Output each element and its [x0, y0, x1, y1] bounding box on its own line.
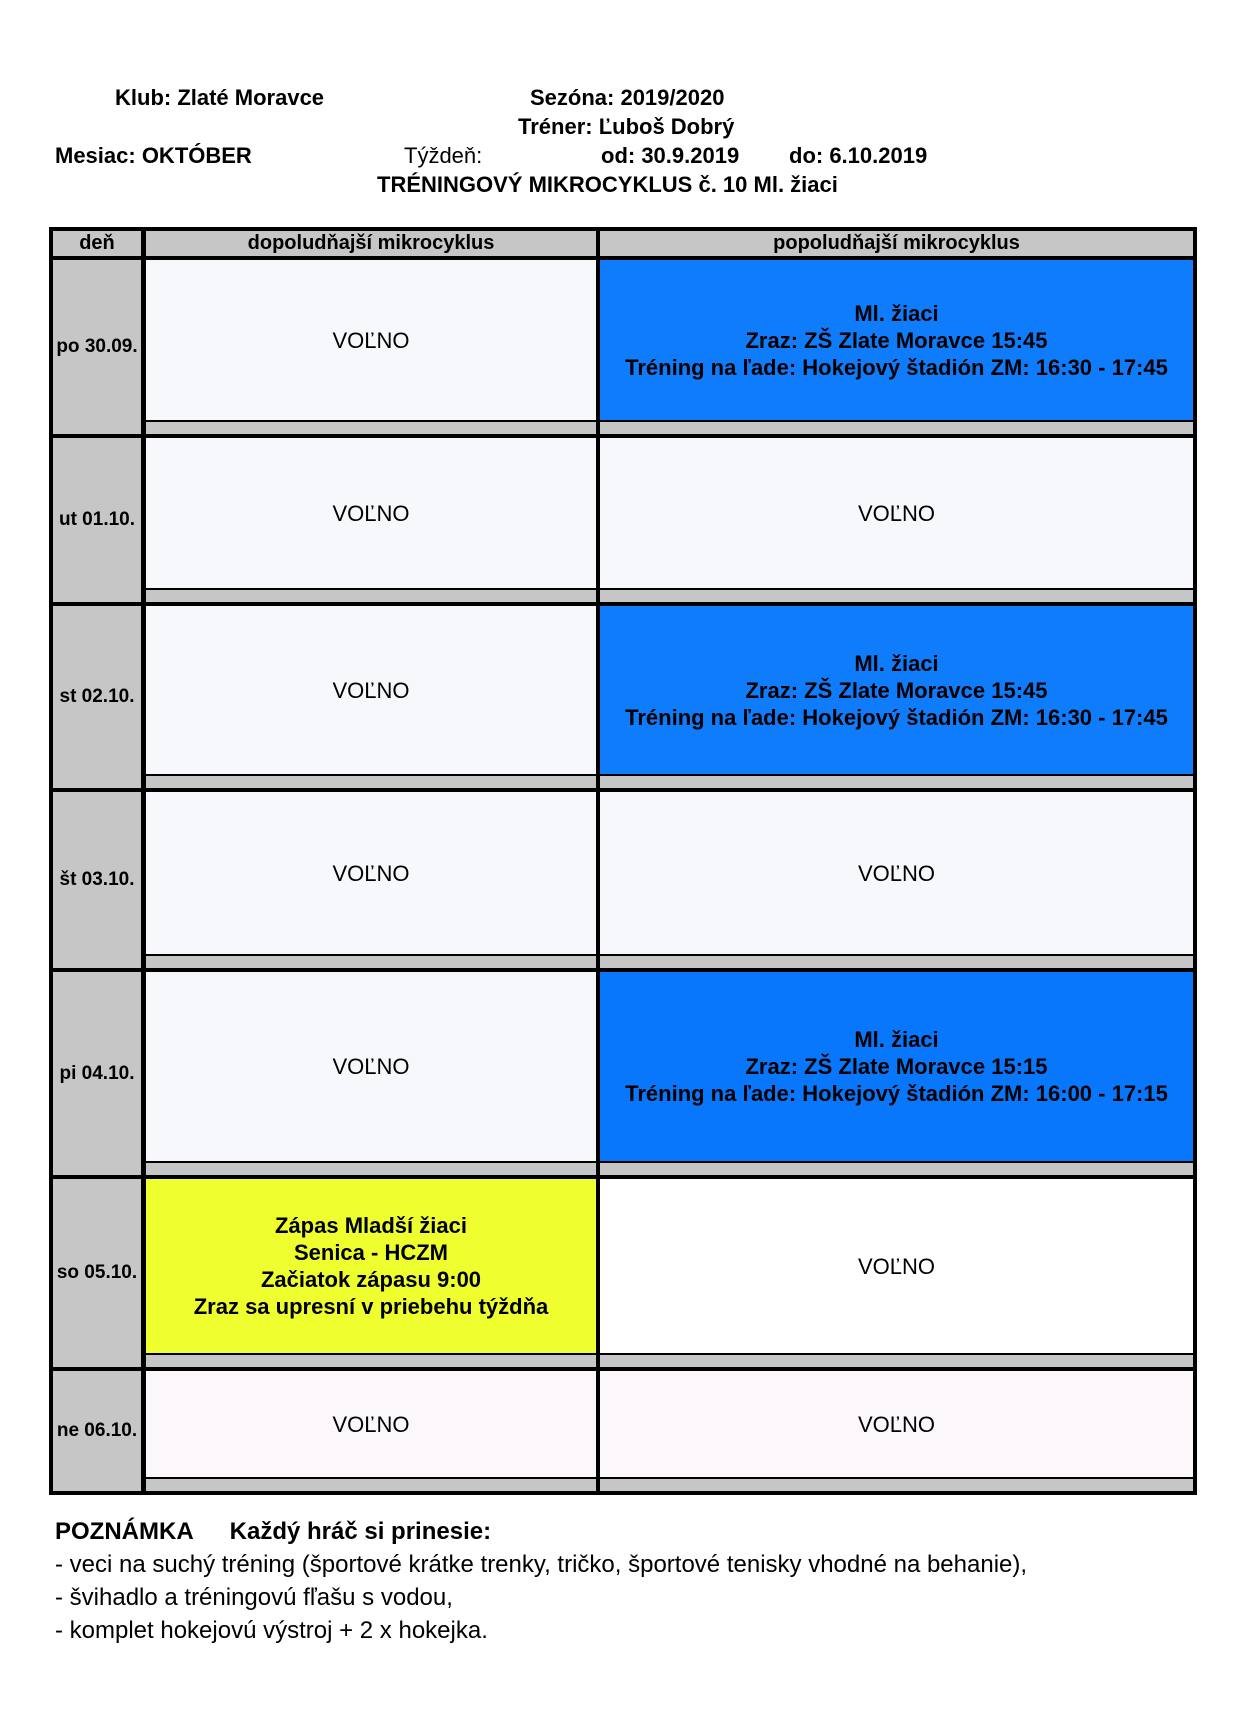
slot-line: VOĽNO — [332, 500, 410, 526]
slot-line: Senica - HCZM — [293, 1240, 448, 1265]
afternoon-slot-text — [858, 500, 935, 527]
week-label: Týždeň: — [404, 143, 483, 168]
slot-line: VOĽNO — [857, 1411, 936, 1437]
slot-line: Ml. žiaci — [854, 300, 939, 326]
column-header-morning: dopoludňajší mikrocyklus — [146, 231, 596, 256]
slot-line: Tréning na ľade: Hokejový štadión ZM: 16:30 - 17:45 — [625, 354, 1168, 380]
row-divider-strip — [600, 956, 1193, 968]
afternoon-slot-text — [625, 300, 1168, 381]
page-title: TRÉNINGOVÝ MIKROCYKLUS č. 10 Ml. žiaci — [377, 172, 838, 197]
slot-line: Ml. žiaci — [854, 1027, 939, 1052]
afternoon-slot-text — [625, 1026, 1168, 1107]
row-divider-strip — [146, 1355, 596, 1367]
afternoon-slot — [600, 1179, 1193, 1353]
note-item: - švihadlo a tréningovú fľašu s vodou, — [55, 1584, 453, 1611]
afternoon-slot — [600, 438, 1193, 588]
week-from: od: 30.9.2019 — [601, 143, 740, 168]
slot-line: VOĽNO — [332, 860, 410, 886]
row-divider-strip — [600, 422, 1193, 434]
note-item: - komplet hokejovú výstroj + 2 x hokejka. — [55, 1617, 488, 1644]
morning-slot-text — [332, 677, 409, 704]
morning-slot — [146, 606, 596, 774]
slot-line: Zraz: ZŠ Zlate Moravce 15:45 — [745, 327, 1048, 353]
row-divider-strip — [600, 590, 1193, 602]
morning-slot-text — [332, 500, 409, 527]
afternoon-slot — [600, 792, 1193, 954]
week-to: do: 6.10.2019 — [789, 143, 928, 168]
note-item: - veci na suchý tréning (športové krátke trenky, tričko, športové tenisky vhodné na behanie), — [55, 1551, 1028, 1578]
row-divider-strip — [146, 776, 596, 788]
day-cell: so 05.10. — [53, 1179, 141, 1367]
morning-slot — [146, 972, 596, 1161]
slot-line: Tréning na ľade: Hokejový štadión ZM: 16:00 - 17:15 — [625, 1081, 1168, 1106]
row-divider-strip — [146, 422, 596, 434]
slot-line: VOĽNO — [332, 1411, 410, 1437]
note-heading: Každý hráč si prinesie: — [229, 1518, 492, 1545]
schedule-table — [49, 227, 1197, 1495]
afternoon-slot-text — [858, 1411, 935, 1438]
coach-label: Tréner: Ľuboš Dobrý — [518, 114, 735, 139]
slot-line: Začiatok zápasu 9:00 — [260, 1267, 482, 1292]
slot-line: VOĽNO — [857, 500, 936, 526]
note-section — [55, 1516, 1235, 1647]
column-header-afternoon: popoludňajší mikrocyklus — [600, 231, 1193, 256]
row-divider-strip — [146, 1163, 596, 1175]
afternoon-slot — [600, 1371, 1193, 1477]
morning-slot — [146, 438, 596, 588]
morning-slot-text — [194, 1212, 549, 1320]
note-label: POZNÁMKA — [55, 1518, 194, 1545]
morning-slot — [146, 792, 596, 954]
day-cell: št 03.10. — [53, 792, 141, 968]
afternoon-slot-text — [858, 860, 935, 887]
slot-line: VOĽNO — [332, 677, 410, 703]
row-divider-strip — [146, 1479, 596, 1491]
month-label: Mesiac: OKTÓBER — [55, 143, 252, 168]
row-divider-strip — [600, 776, 1193, 788]
day-cell: po 30.09. — [53, 260, 141, 434]
slot-line: Zápas Mladší žiaci — [275, 1213, 467, 1238]
morning-slot-text — [332, 860, 409, 887]
morning-slot — [146, 1179, 596, 1353]
morning-slot — [146, 260, 596, 420]
slot-line: Zraz: ZŠ Zlate Moravce 15:15 — [745, 1054, 1048, 1079]
slot-line: Zraz sa upresní v priebehu týždňa — [193, 1294, 549, 1319]
row-divider-strip — [146, 956, 596, 968]
afternoon-slot — [600, 972, 1193, 1161]
day-cell: ut 01.10. — [53, 438, 141, 602]
morning-slot-text — [332, 327, 409, 354]
afternoon-slot — [600, 606, 1193, 774]
slot-line: Ml. žiaci — [854, 650, 939, 676]
row-divider-strip — [600, 1163, 1193, 1175]
day-cell: pi 04.10. — [53, 972, 141, 1175]
slot-line: VOĽNO — [332, 1054, 410, 1079]
club-label: Klub: Zlaté Moravce — [115, 85, 325, 110]
row-divider-strip — [600, 1479, 1193, 1491]
morning-slot-text — [332, 1053, 409, 1080]
season-label: Sezóna: 2019/2020 — [530, 85, 725, 110]
morning-slot — [146, 1371, 596, 1477]
slot-line: Zraz: ZŠ Zlate Moravce 15:45 — [745, 677, 1048, 703]
slot-line: VOĽNO — [857, 860, 936, 886]
note-title — [55, 1516, 1235, 1548]
column-header-day: deň — [53, 231, 141, 256]
row-divider-strip — [600, 1355, 1193, 1367]
afternoon-slot-text — [858, 1253, 935, 1280]
afternoon-slot — [600, 260, 1193, 420]
day-cell: ne 06.10. — [53, 1371, 141, 1491]
slot-line: Tréning na ľade: Hokejový štadión ZM: 16:30 - 17:45 — [625, 704, 1168, 730]
day-cell: st 02.10. — [53, 606, 141, 788]
morning-slot-text — [332, 1411, 409, 1438]
slot-line: VOĽNO — [857, 1253, 936, 1279]
afternoon-slot-text — [625, 650, 1168, 731]
row-divider-strip — [146, 590, 596, 602]
slot-line: VOĽNO — [332, 327, 410, 353]
